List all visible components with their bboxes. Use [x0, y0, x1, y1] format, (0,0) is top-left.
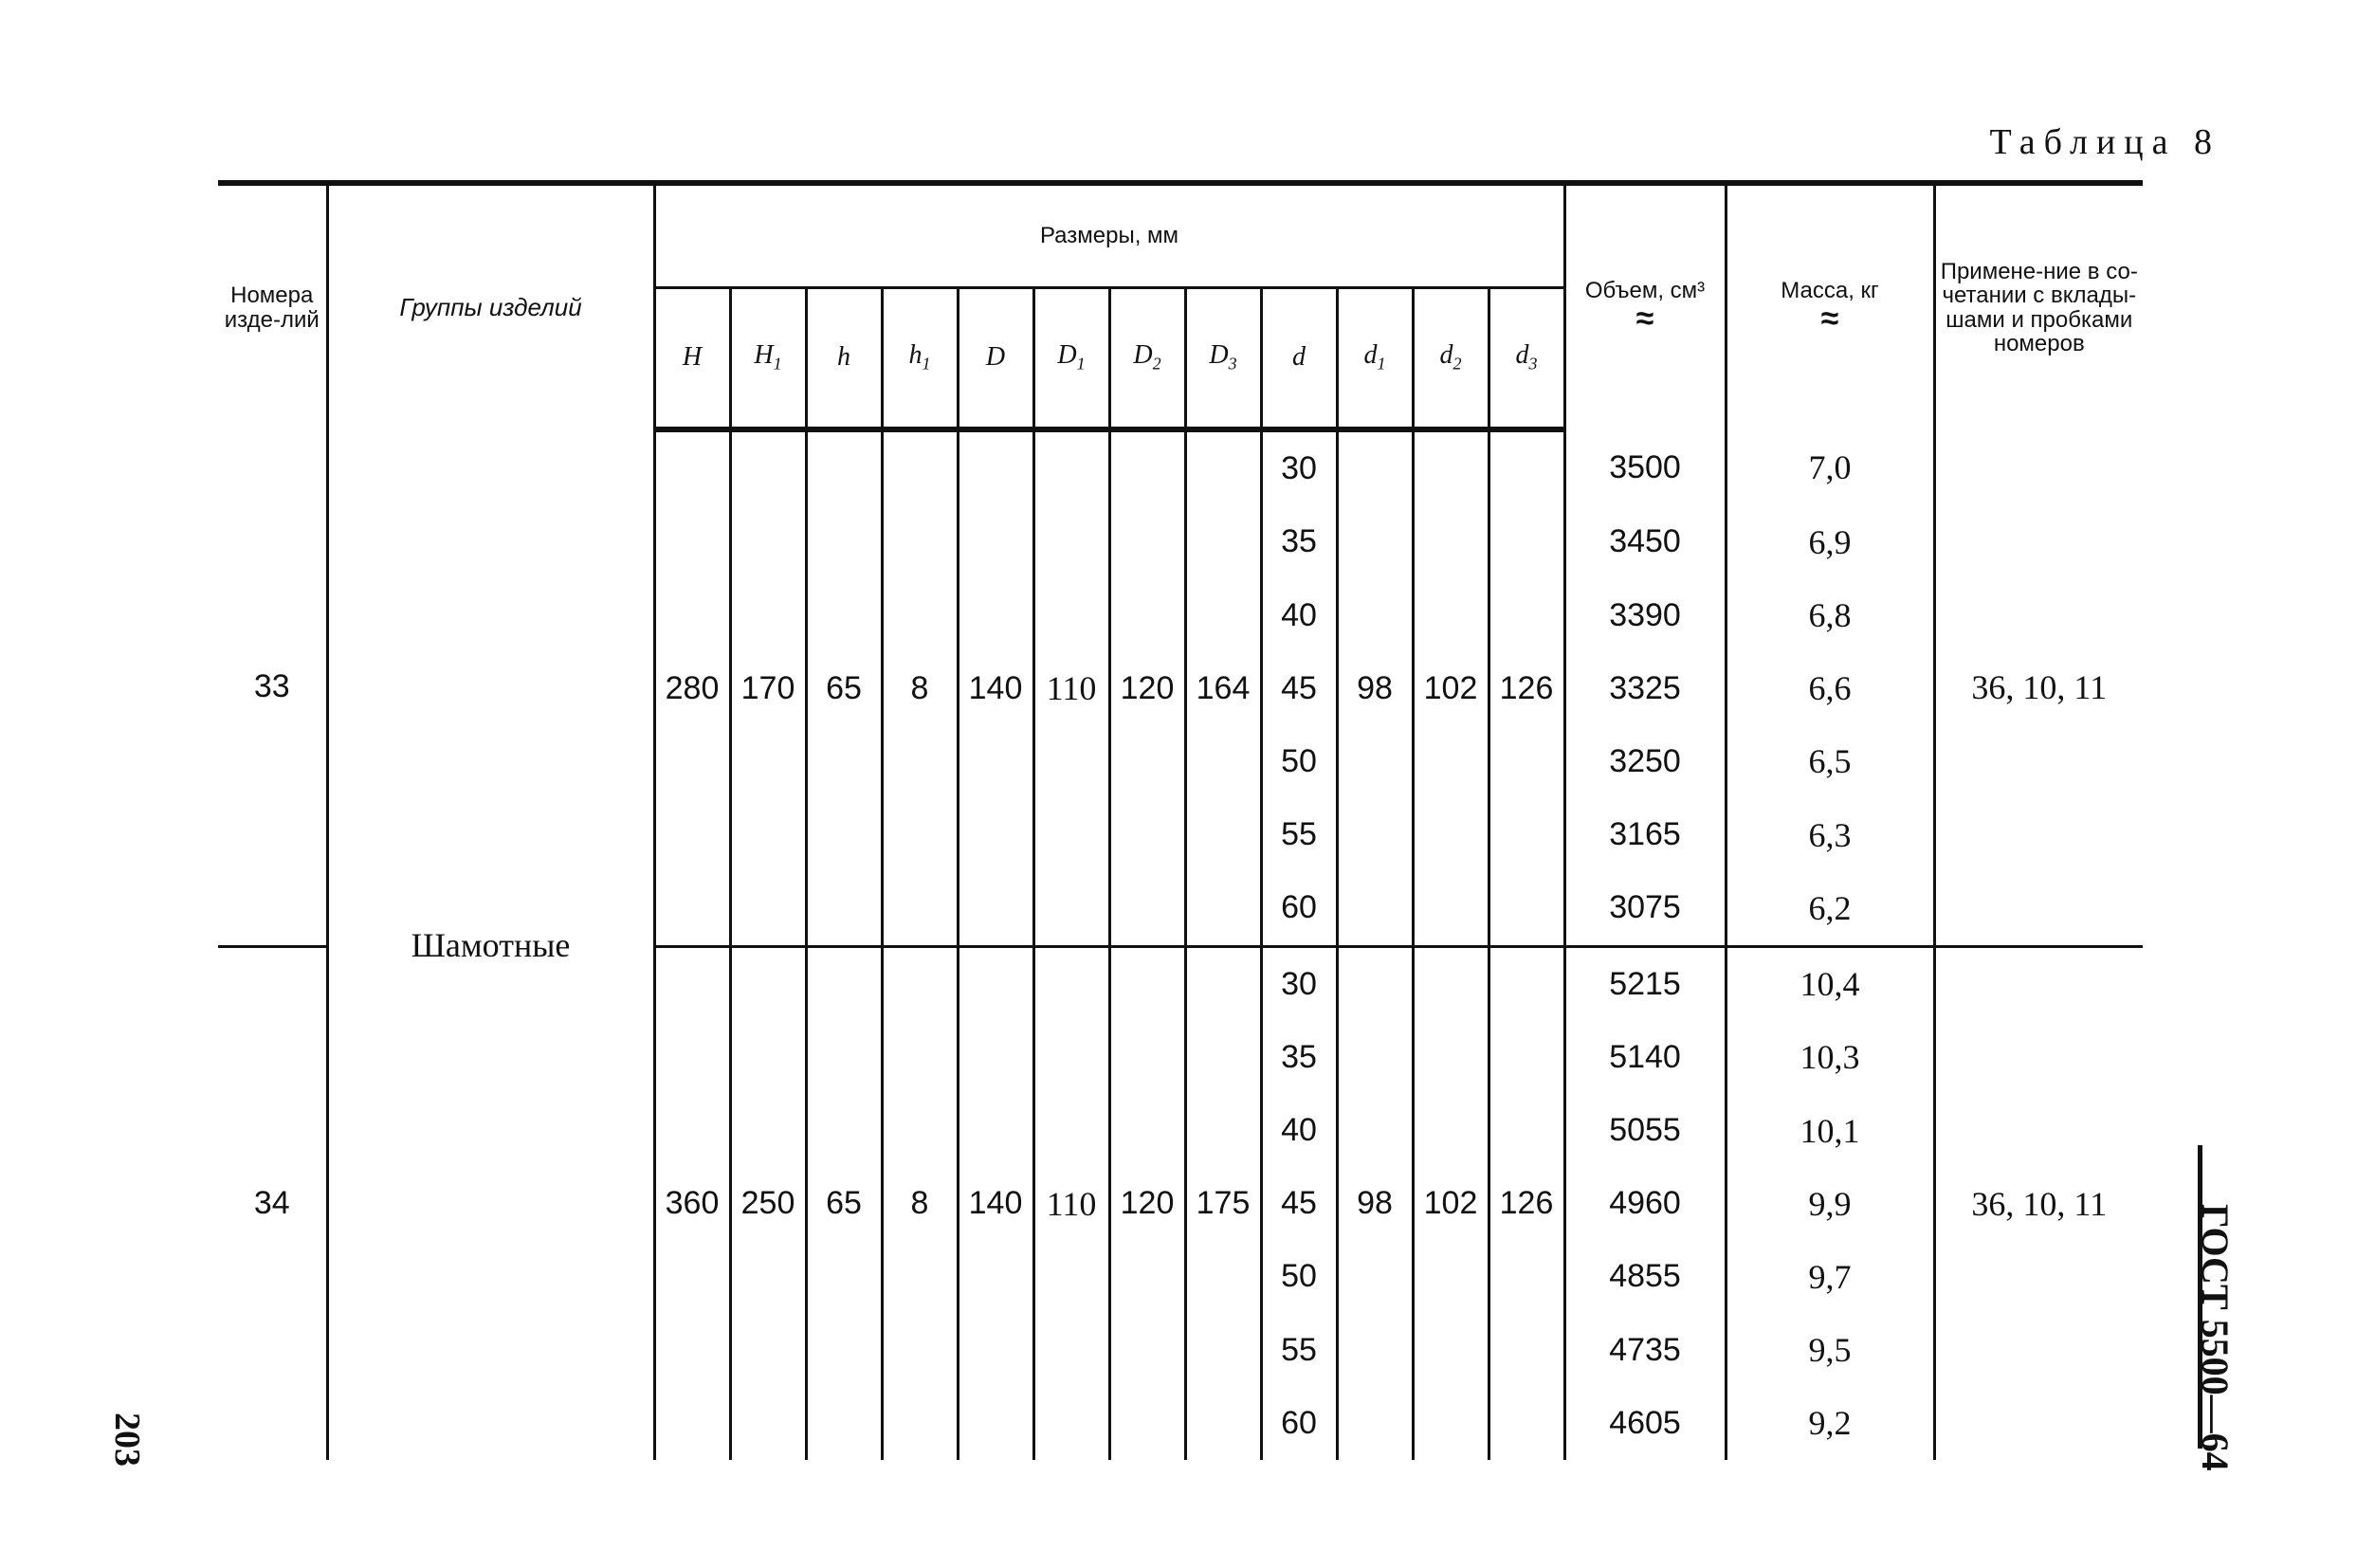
dim-h1: 8 [882, 946, 958, 1460]
application-header: Примене-ние в со-четании с вклады-шами и пробками номеров [1934, 183, 2143, 429]
dim-symbol-base: H [682, 342, 703, 373]
dim-d: 40 [1261, 579, 1337, 652]
page-number: 203 [107, 1413, 147, 1467]
volume-value: 5215 [1564, 946, 1726, 1021]
dim-d: 50 [1261, 1240, 1337, 1313]
dim-h1: 250 [730, 946, 806, 1460]
dim-d: 35 [1261, 505, 1337, 578]
dim-symbol-header [1413, 287, 1489, 429]
dim-symbol-subscript: 1 [922, 355, 931, 374]
mass-header-label: Масса, кг [1781, 278, 1879, 304]
dim-symbol-header [1033, 287, 1109, 429]
product-groups-header: Группы изделий [327, 183, 654, 429]
dim-d: 55 [1261, 1314, 1337, 1387]
dim-symbol-header [806, 287, 882, 429]
dim-d: 30 [1261, 429, 1337, 505]
volume-value: 3165 [1564, 798, 1726, 871]
dim-symbol-base: D [1057, 340, 1077, 371]
mass-value: 9,5 [1726, 1314, 1934, 1387]
mass-value: 6,8 [1726, 579, 1934, 652]
volume-header [1564, 183, 1726, 429]
dim-d2: 120 [1109, 946, 1185, 1460]
dim-d: 35 [1261, 1021, 1337, 1094]
dim-d3: 164 [1185, 429, 1261, 946]
volume-value: 4605 [1564, 1387, 1726, 1460]
mass-value: 6,6 [1726, 652, 1934, 725]
dim-symbol-subscript: 3 [1528, 355, 1538, 374]
dim-d: 140 [958, 946, 1033, 1460]
dim-symbol-base: d [1439, 340, 1453, 371]
volume-value: 3500 [1564, 429, 1726, 505]
mass-value: 10,4 [1726, 946, 1934, 1021]
product-number: 34 [218, 946, 327, 1460]
dim-d: 30 [1261, 946, 1337, 1021]
dim-d: 140 [958, 429, 1033, 946]
dim-symbol-header [1185, 287, 1261, 429]
volume-value: 3075 [1564, 871, 1726, 946]
mass-value: 7,0 [1726, 429, 1934, 505]
dim-h1: 170 [730, 429, 806, 946]
mass-approx-sign: ≈ [1820, 301, 1839, 337]
application-value: 36, 10, 11 [1934, 946, 2143, 1460]
dim-d1: 110 [1033, 429, 1109, 946]
dim-d: 40 [1261, 1094, 1337, 1167]
volume-value: 4855 [1564, 1240, 1726, 1313]
product-number: 33 [218, 429, 327, 946]
dim-d: 45 [1261, 652, 1337, 725]
dim-d: 60 [1261, 1387, 1337, 1460]
dim-d2: 102 [1413, 946, 1489, 1460]
dimensions-header: Размеры, мм [654, 183, 1564, 287]
standard-label: ГОСТ 5500—64 [2194, 1204, 2237, 1471]
dim-d1: 98 [1337, 946, 1413, 1460]
dim-d: 60 [1261, 871, 1337, 946]
dim-symbol-header [654, 287, 730, 429]
dim-symbol-header [730, 287, 806, 429]
mass-value: 6,2 [1726, 871, 1934, 946]
dim-d: 55 [1261, 798, 1337, 871]
dim-symbol-base: h [837, 342, 850, 373]
volume-value: 3390 [1564, 579, 1726, 652]
product-group-name: Шамотные [327, 429, 654, 1460]
dim-symbol-header [958, 287, 1033, 429]
table-caption: Таблица 8 [1989, 122, 2220, 162]
volume-value: 5055 [1564, 1094, 1726, 1167]
dim-symbol-header [1337, 287, 1413, 429]
volume-approx-sign: ≈ [1635, 301, 1654, 337]
dim-h: 65 [806, 429, 882, 946]
dim-d1: 110 [1033, 946, 1109, 1460]
dim-h1: 8 [882, 429, 958, 946]
dim-symbol-header [1489, 287, 1564, 429]
dim-h: 280 [654, 429, 730, 946]
dim-symbol-header [1261, 287, 1337, 429]
dim-symbol-base: d [1515, 340, 1529, 371]
dim-h: 65 [806, 946, 882, 1460]
dim-symbol-subscript: 1 [773, 355, 782, 374]
dim-d3: 126 [1489, 946, 1564, 1460]
dim-symbol-header [1109, 287, 1185, 429]
dim-symbol-base: h [908, 340, 923, 371]
dim-symbol-subscript: 1 [1377, 355, 1386, 374]
dim-symbol-base: D [985, 342, 1006, 373]
volume-value: 3250 [1564, 725, 1726, 798]
dim-symbol-subscript: 2 [1152, 355, 1161, 374]
dim-d1: 98 [1337, 429, 1413, 946]
dim-symbol-base: D [1133, 340, 1153, 371]
dim-symbol-header [882, 287, 958, 429]
volume-value: 3325 [1564, 652, 1726, 725]
dim-symbol-base: D [1209, 340, 1229, 371]
dim-d3: 175 [1185, 946, 1261, 1460]
dim-symbol-base: d [1363, 340, 1378, 371]
dim-symbol-subscript: 1 [1076, 355, 1086, 374]
application-value: 36, 10, 11 [1934, 429, 2143, 946]
mass-value: 9,2 [1726, 1387, 1934, 1460]
dim-symbol-subscript: 3 [1228, 355, 1237, 374]
dimensions-table [218, 180, 2143, 1460]
mass-value: 10,1 [1726, 1094, 1934, 1167]
mass-value: 10,3 [1726, 1021, 1934, 1094]
mass-header [1726, 183, 1934, 429]
dim-symbol-base: H [754, 340, 774, 371]
volume-header-label: Объем, см³ [1584, 278, 1706, 304]
mass-value: 9,9 [1726, 1167, 1934, 1240]
dim-d: 50 [1261, 725, 1337, 798]
dim-symbol-base: d [1292, 342, 1306, 373]
product-numbers-header: Номера изде-лий [218, 183, 327, 429]
dim-h: 360 [654, 946, 730, 1460]
volume-value: 4735 [1564, 1314, 1726, 1387]
dim-d2: 102 [1413, 429, 1489, 946]
dim-d2: 120 [1109, 429, 1185, 946]
dim-d: 45 [1261, 1167, 1337, 1240]
volume-value: 3450 [1564, 505, 1726, 578]
mass-value: 6,5 [1726, 725, 1934, 798]
mass-value: 9,7 [1726, 1240, 1934, 1313]
mass-value: 6,3 [1726, 798, 1934, 871]
dim-symbol-subscript: 2 [1452, 355, 1462, 374]
table-row [218, 429, 2143, 505]
dim-d3: 126 [1489, 429, 1564, 946]
volume-value: 5140 [1564, 1021, 1726, 1094]
volume-value: 4960 [1564, 1167, 1726, 1240]
mass-value: 6,9 [1726, 505, 1934, 578]
